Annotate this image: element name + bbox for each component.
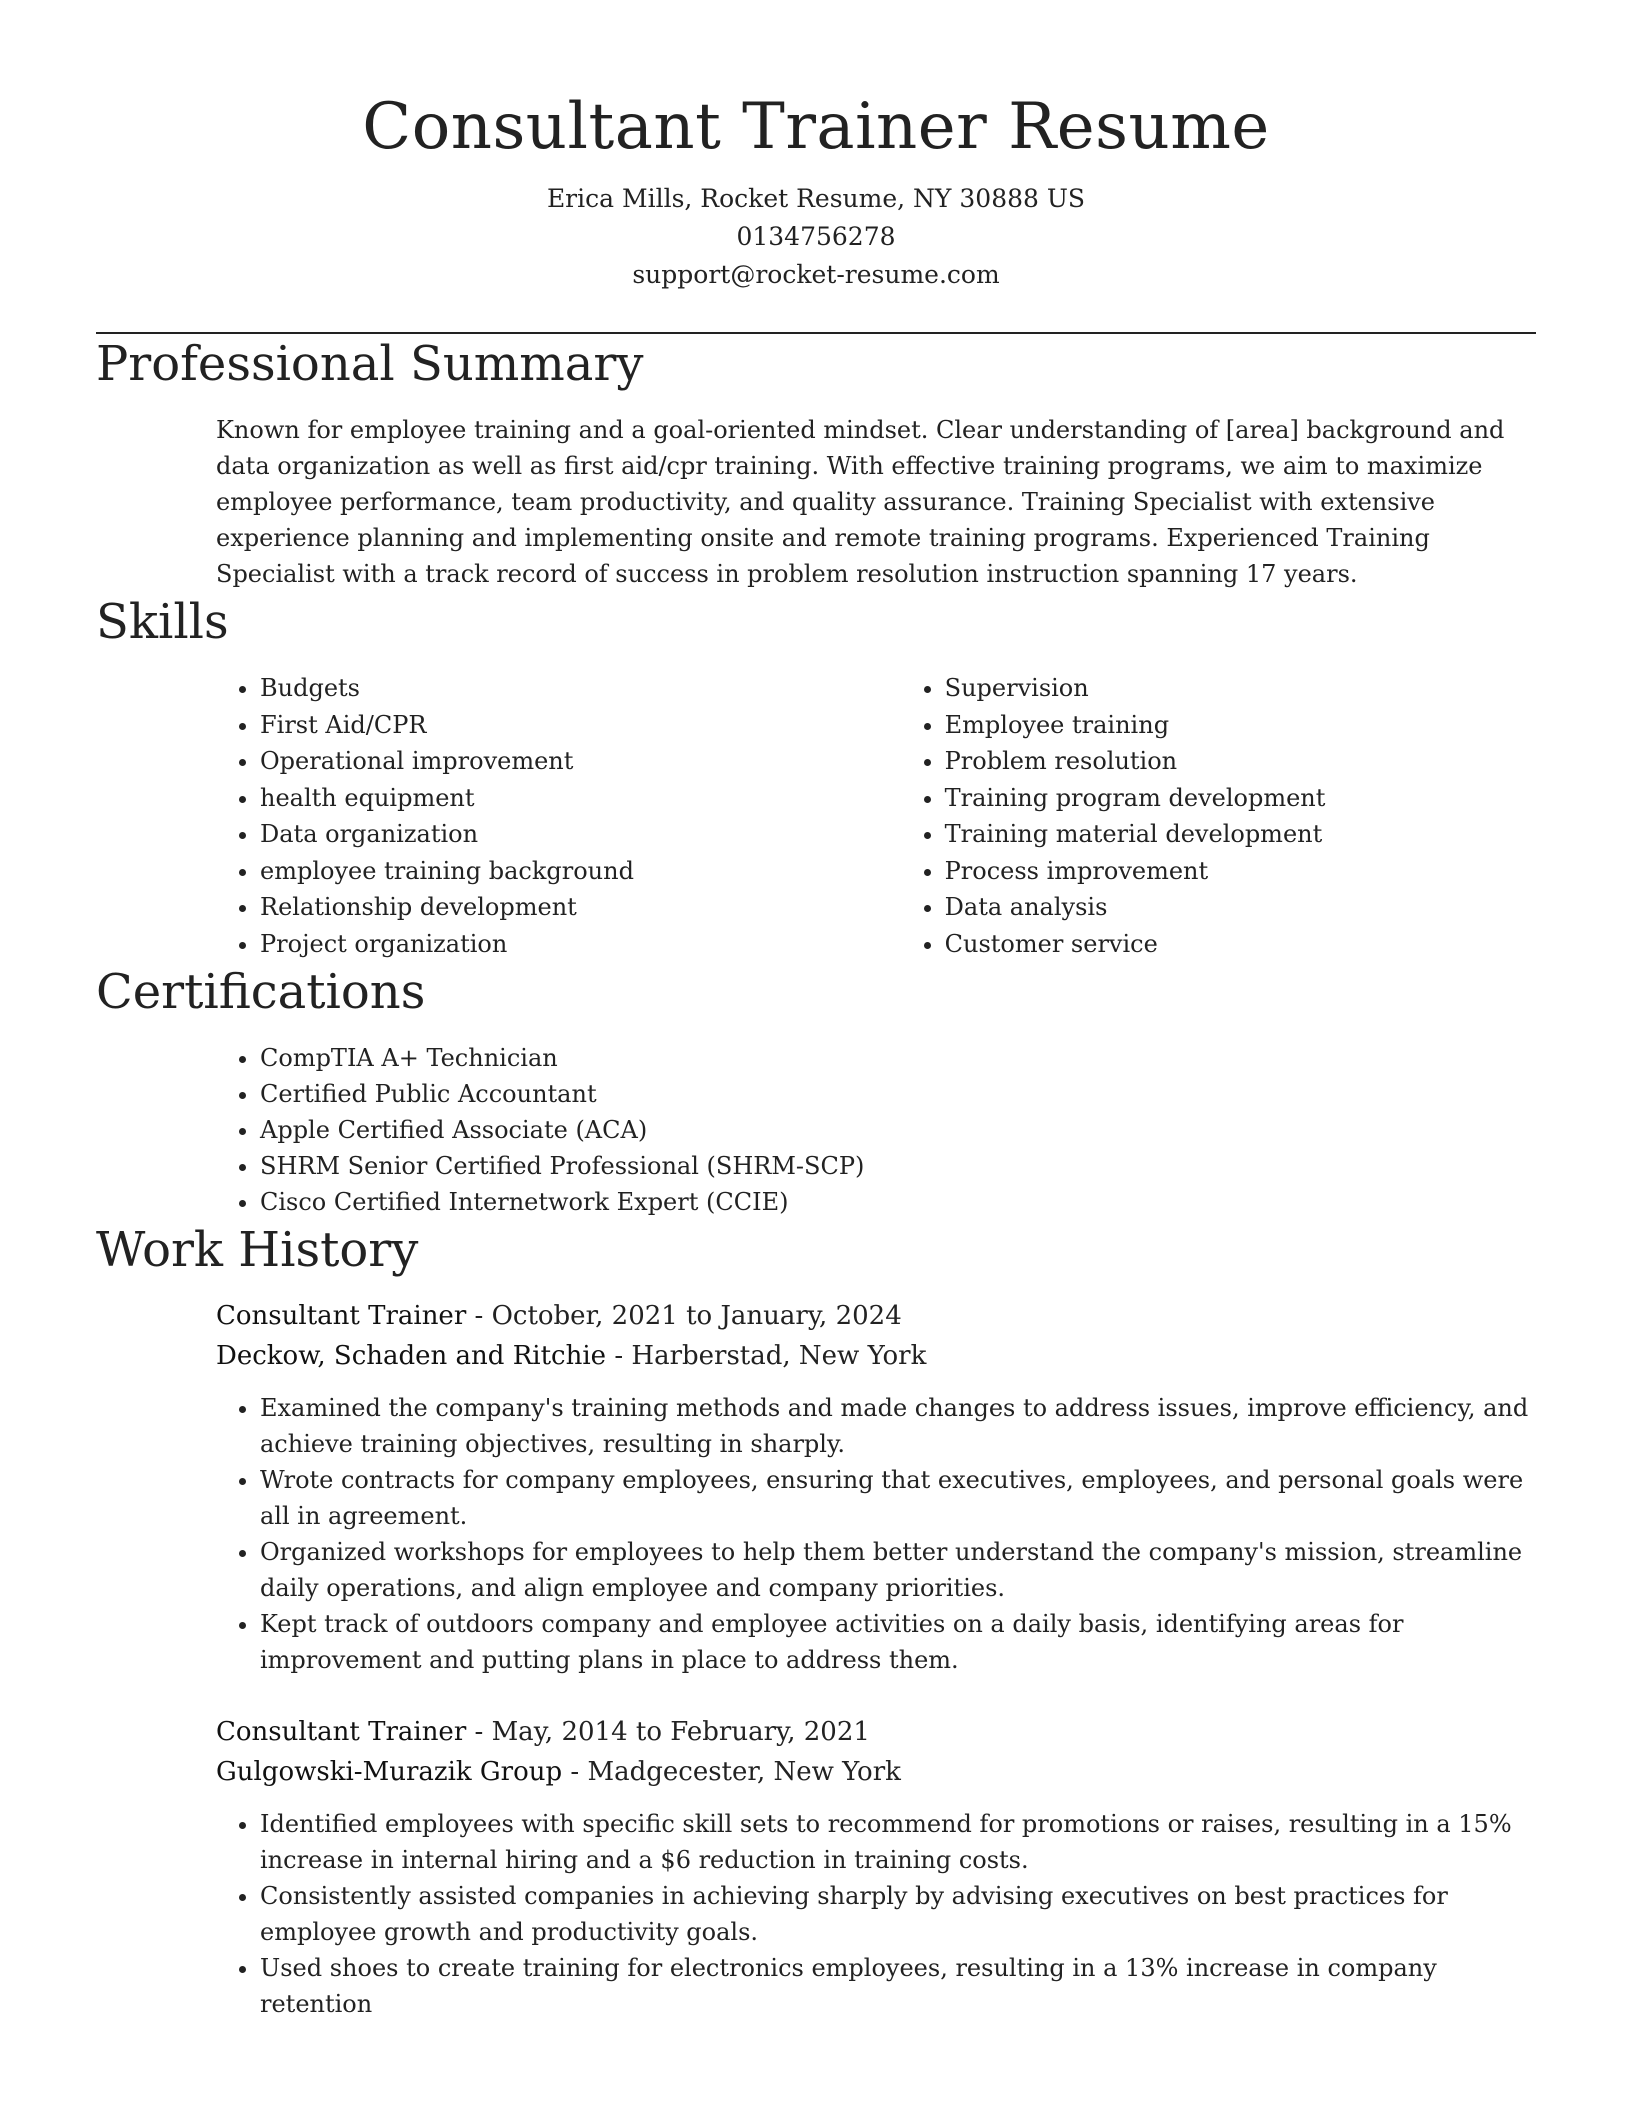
skill-item: • Project organization	[260, 926, 901, 963]
skill-item: • employee training background	[260, 853, 901, 890]
job-title: Consultant Trainer	[216, 1717, 467, 1747]
job-dates: - October, 2021 to January, 2024	[466, 1301, 902, 1331]
contact-email: support@rocket-resume.com	[632, 260, 1000, 289]
job-company-line	[216, 1336, 1536, 1376]
skill-item: • Operational improvement	[260, 743, 901, 780]
job-title-line	[216, 1296, 1536, 1336]
job-bullet: • Examined the company's training methods and made changes to address issues, improve efficiency, and achieve training objectives, resulting in sharply.	[260, 1390, 1536, 1462]
skill-item: • Supervision	[945, 670, 1536, 707]
skill-item: • Relationship development	[260, 889, 901, 926]
skill-item: • Process improvement	[945, 853, 1536, 890]
job-company: Gulgowski-Murazik Group	[216, 1757, 563, 1787]
skill-item: • Training program development	[945, 780, 1536, 817]
contact-phone: 0134756278	[736, 222, 896, 251]
job-entry	[216, 1712, 1536, 2022]
job-title: Consultant Trainer	[216, 1301, 467, 1331]
job-company: Deckow, Schaden and Ritchie	[216, 1341, 607, 1371]
skill-item: • Employee training	[945, 707, 1536, 744]
summary-heading: Professional Summary	[96, 336, 644, 392]
certification-item: • Apple Certified Associate (ACA)	[260, 1112, 1536, 1148]
certifications-heading: Certifications	[96, 964, 426, 1020]
summary-text: Known for employee training and a goal-oriented mindset. Clear understanding of [area] background and data organization as well as first aid/cpr training. With effective training programs, we aim to maximize employee performance, team productivity, and quality assurance. Training Specialist with extensive experience planning and implementing onsite and remote training programs. Experienced Training Specialist with a track record of success in problem resolution instruction spanning 17 years.	[216, 416, 1505, 588]
job-bullet: • Organized workshops for employees to help them better understand the company's mission, streamline daily operations, and align employee and company priorities.	[260, 1534, 1536, 1606]
skill-item: • First Aid/CPR	[260, 707, 901, 744]
contact-block	[96, 180, 1536, 294]
contact-address: Erica Mills, Rocket Resume, NY 30888 US	[546, 184, 1086, 213]
skill-item: • Budgets	[260, 670, 901, 707]
skills-columns	[216, 670, 1536, 962]
job-bullet: • Wrote contracts for company employees, ensuring that executives, employees, and personal goals were all in agreement.	[260, 1462, 1536, 1534]
job-company-line	[216, 1752, 1536, 1792]
job-bullet: • Identified employees with specific skill sets to recommend for promotions or raises, resulting in a 15% increase in internal hiring and a $6 reduction in training costs.	[260, 1806, 1536, 1878]
skill-item: • health equipment	[260, 780, 901, 817]
skill-item: • Customer service	[945, 926, 1536, 963]
job-bullets	[216, 1806, 1536, 2022]
skills-list-right	[901, 670, 1536, 962]
certifications-list	[216, 1040, 1536, 1220]
skills-list-left	[216, 670, 901, 962]
job-location: - Madgecester, New York	[562, 1757, 901, 1787]
job-location: - Harberstad, New York	[606, 1341, 927, 1371]
skill-item: • Problem resolution	[945, 743, 1536, 780]
certification-item: • Cisco Certified Internetwork Expert (CCIE)	[260, 1184, 1536, 1220]
skills-heading: Skills	[96, 594, 229, 650]
job-dates: - May, 2014 to February, 2021	[466, 1717, 870, 1747]
job-bullets	[216, 1390, 1536, 1678]
skill-item: • Training material development	[945, 816, 1536, 853]
job-bullet: • Kept track of outdoors company and employee activities on a daily basis, identifying areas for improvement and putting plans in place to address them.	[260, 1606, 1536, 1678]
resume-page	[96, 0, 1536, 2022]
job-bullet: • Used shoes to create training for electronics employees, resulting in a 13% increase in company retention	[260, 1950, 1536, 2022]
job-entry	[216, 1296, 1536, 1678]
certification-item: • CompTIA A+ Technician	[260, 1040, 1536, 1076]
job-bullet: • Consistently assisted companies in achieving sharply by advising executives on best practices for employee growth and productivity goals.	[260, 1878, 1536, 1950]
work-history-heading: Work History	[96, 1222, 419, 1278]
skill-item: • Data organization	[260, 816, 901, 853]
skill-item: • Data analysis	[945, 889, 1536, 926]
resume-title: Consultant Trainer Resume	[362, 90, 1270, 164]
job-title-line	[216, 1712, 1536, 1752]
certification-item: • SHRM Senior Certified Professional (SHRM-SCP)	[260, 1148, 1536, 1184]
certification-item: • Certified Public Accountant	[260, 1076, 1536, 1112]
